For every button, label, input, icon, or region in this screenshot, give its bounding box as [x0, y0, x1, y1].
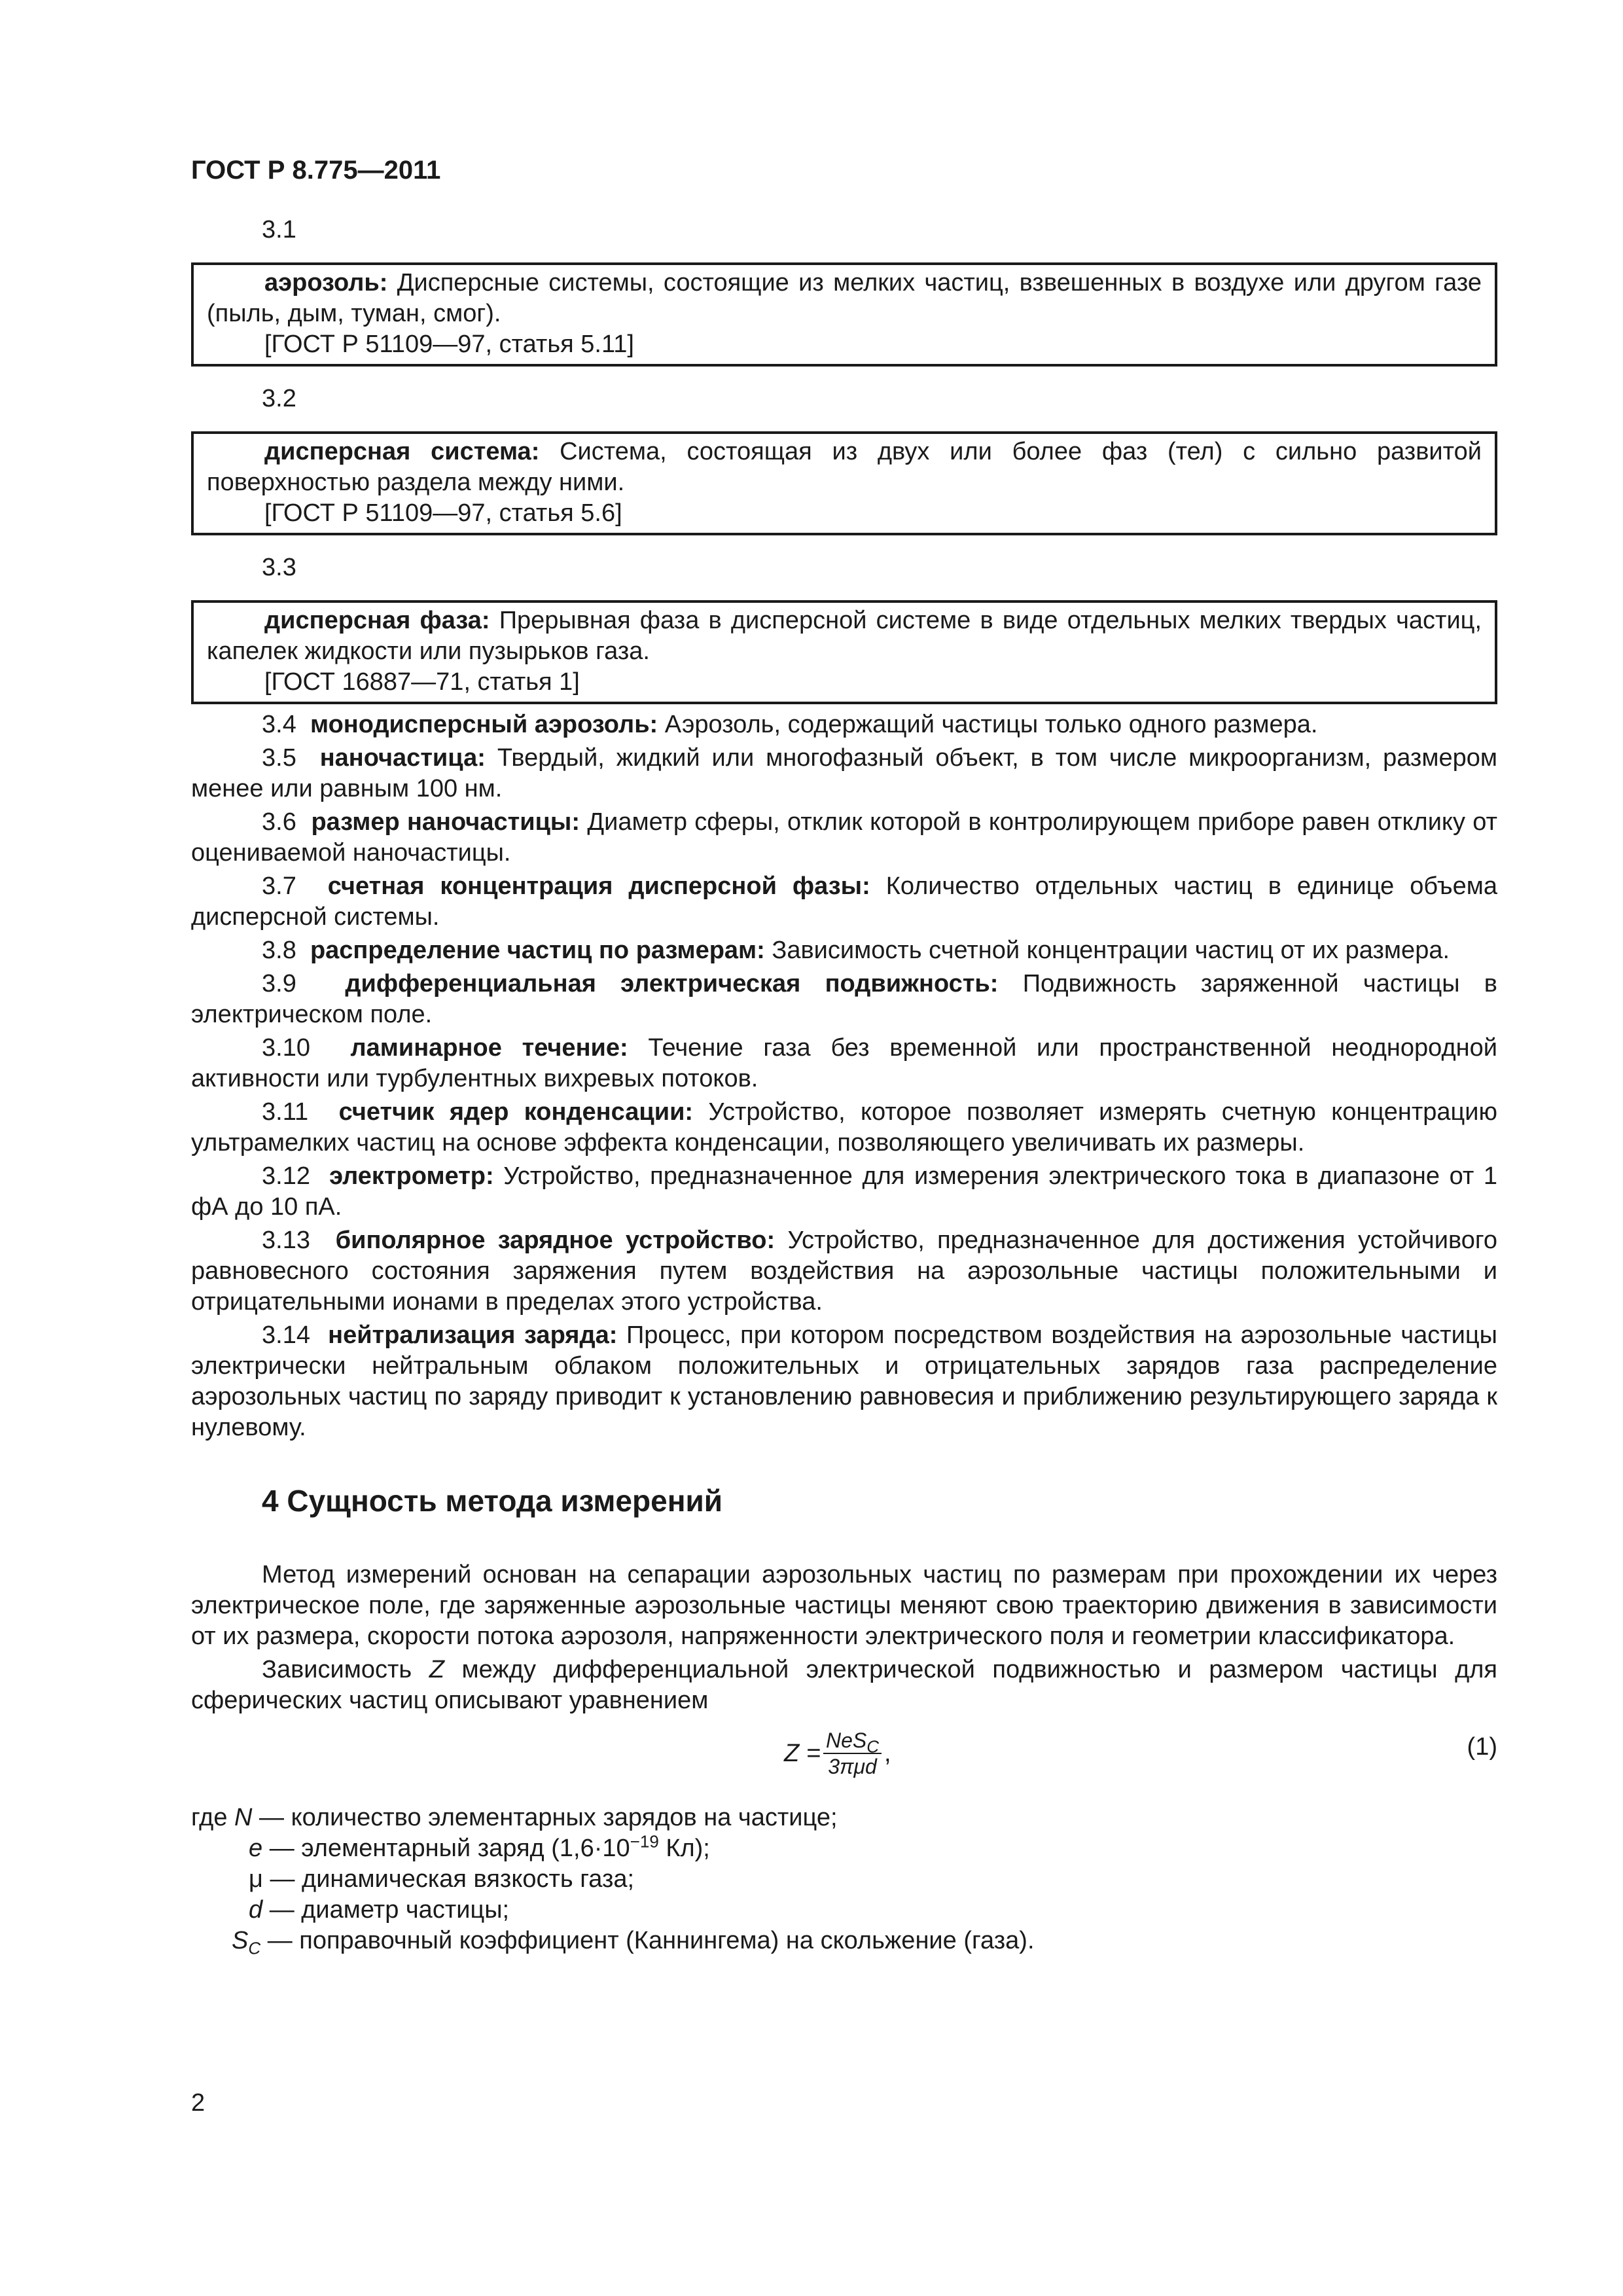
term-entry	[191, 1161, 1497, 1223]
variable-entry	[191, 1895, 1497, 1926]
term-definition: Устройство, предназначенное для достижения устойчивого равновесного состояния заряжения путем воздействия на аэрозольные частицы положительными и отрицательными ионами в пределах этого устройства.	[191, 1227, 1497, 1316]
paragraph-text: между дифференциальной электрической подвижностью и размером частицы для сферических частиц описывают уравнением	[191, 1656, 1497, 1714]
term-number: 3.12	[262, 1162, 310, 1190]
term-definition: Дисперсные системы, состоящие из мелких частиц, взвешенных в воздухе или другом газе (пыль, дым, туман, смог).	[207, 269, 1482, 327]
term-name: нейтрализация заряда:	[328, 1321, 618, 1349]
document-header: ГОСТ Р 8.775—2011	[191, 156, 441, 185]
numerator-text: NeS	[825, 1729, 867, 1752]
term-name: монодисперсный аэрозоль:	[310, 711, 658, 738]
term-entry	[191, 807, 1497, 869]
term-number: 3.5	[262, 744, 296, 772]
exponent: −19	[630, 1831, 659, 1852]
page-number: 2	[191, 2089, 205, 2117]
variable-symbol: S	[232, 1927, 249, 1954]
term-name: аэрозоль:	[264, 269, 388, 296]
term-definition: Количество отдельных частиц в единице объема дисперсной системы.	[191, 872, 1497, 931]
variable-description: — количество элементарных зарядов на частице;	[252, 1804, 838, 1831]
term-number: 3.2	[262, 385, 296, 412]
formula	[784, 1728, 891, 1779]
variable-list	[191, 1803, 1497, 1956]
variable-z: Z	[429, 1656, 444, 1683]
paragraph-text: Зависимость	[262, 1656, 429, 1683]
formula-numerator	[823, 1728, 882, 1757]
term-number: 3.9	[262, 970, 296, 997]
term-entry	[191, 743, 1497, 804]
term-definition: Зависимость счетной концентрации частиц от их размера.	[764, 937, 1450, 964]
boxed-term-definition	[191, 600, 1497, 704]
term-name: счетчик ядер конденсации:	[338, 1098, 694, 1126]
term-number: 3.10	[262, 1034, 310, 1062]
variable-description: — элементарный заряд (1,6·10	[262, 1835, 630, 1862]
variable-symbol: e	[249, 1835, 263, 1862]
variable-entry	[191, 1864, 1497, 1895]
term-number: 3.4	[262, 711, 296, 738]
document-page	[191, 154, 1497, 1956]
term-entry	[191, 969, 1497, 1030]
term-definition: Устройство, предназначенное для измерения электрического тока в диапазоне от 1 фА до 10 пА.	[191, 1162, 1497, 1221]
boxed-term-definition	[191, 431, 1497, 535]
terms-list	[191, 709, 1497, 1443]
term-number: 3.13	[262, 1227, 310, 1254]
term-name: дисперсная фаза:	[264, 607, 490, 634]
term-definition: Устройство, которое позволяет измерять счетную концентрацию ультрамелких частиц на основе эффекта конденсации, позволяющего увеличивать их размеры.	[191, 1098, 1497, 1157]
variable-symbol: N	[234, 1804, 253, 1831]
term-entry	[191, 1320, 1497, 1443]
term-name: размер наночастицы:	[311, 808, 580, 836]
term-reference: [ГОСТ 16887—71, статья 1]	[264, 668, 580, 696]
term-number: 3.1	[262, 216, 296, 243]
boxed-term-definition	[191, 262, 1497, 367]
term-entry	[191, 871, 1497, 933]
term-entry	[191, 1033, 1497, 1094]
term-definition: Твердый, жидкий или многофазный объект, в том числе микроорганизм, размером менее или равным 100 нм.	[191, 744, 1497, 802]
variable-subscript: C	[248, 1938, 261, 1958]
term-number: 3.7	[262, 872, 296, 900]
term-name: электрометр:	[329, 1162, 494, 1190]
where-prefix: где	[191, 1804, 235, 1831]
term-number: 3.8	[262, 937, 296, 964]
variable-symbol: μ	[249, 1865, 263, 1893]
term-name: распределение частиц по размерам:	[310, 937, 765, 964]
numerator-subscript: C	[866, 1736, 879, 1757]
variable-symbol: d	[249, 1896, 263, 1924]
term-number: 3.6	[262, 808, 296, 836]
variable-description: — динамическая вязкость газа;	[262, 1865, 635, 1893]
section-paragraph	[191, 1655, 1497, 1716]
section-heading: 4 Сущность метода измерений	[262, 1484, 723, 1518]
term-name: дифференциальная электрическая подвижность:	[345, 970, 999, 997]
term-name: ламинарное течение:	[350, 1034, 628, 1062]
term-reference: [ГОСТ Р 51109—97, статья 5.6]	[264, 499, 622, 527]
formula-row	[191, 1723, 1497, 1785]
term-entry	[191, 935, 1497, 966]
term-entry	[191, 709, 1497, 740]
formula-lhs: Z =	[784, 1739, 821, 1767]
variable-description: — диаметр частицы;	[262, 1896, 510, 1924]
formula-fraction	[823, 1728, 882, 1779]
term-definition: Диаметр сферы, отклик которой в контролирующем приборе равен отклику от оцениваемой наночастицы.	[191, 808, 1497, 867]
variable-entry	[191, 1833, 1497, 1864]
term-name: биполярное зарядное устройство:	[335, 1227, 776, 1254]
term-definition: Система, состоящая из двух или более фаз (тел) с сильно развитой поверхностью раздела между ними.	[207, 438, 1482, 496]
variable-entry	[191, 1926, 1497, 1956]
term-number: 3.14	[262, 1321, 310, 1349]
term-definition: Прерывная фаза в дисперсной системе в виде отдельных мелких твердых частиц, капелек жидкости или пузырьков газа.	[207, 607, 1482, 665]
term-definition: Подвижность заряженной частицы в электрическом поле.	[191, 970, 1497, 1028]
variable-description: Кл);	[658, 1835, 710, 1862]
term-definition: Течение газа без временной или пространственной неоднородной активности или турбулентных вихревых потоков.	[191, 1034, 1497, 1092]
variable-entry	[191, 1803, 1497, 1833]
term-entry	[191, 1225, 1497, 1318]
variable-description: — поправочный коэффициент (Каннингема) на скольжение (газа).	[260, 1927, 1035, 1954]
term-name: счетная концентрация дисперсной фазы:	[327, 872, 870, 900]
formula-tail: ,	[884, 1739, 891, 1767]
term-name: наночастица:	[319, 744, 486, 772]
section-paragraph: Метод измерений основан на сепарации аэрозольных частиц по размерам при прохождении их через электрическое поле, где заряженные аэрозольные частицы меняют свою траекторию движения в зависимости от их размера, скорости потока аэрозоля, напряженности электрического поля и геометрии классификатора.	[191, 1561, 1497, 1650]
term-definition: Аэрозоль, содержащий частицы только одного размера.	[658, 711, 1318, 738]
term-number: 3.11	[262, 1098, 309, 1126]
term-entry	[191, 1097, 1497, 1158]
equation-number: (1)	[1467, 1733, 1497, 1761]
term-reference: [ГОСТ Р 51109—97, статья 5.11]	[264, 331, 634, 358]
term-definition: Процесс, при котором посредством воздействия на аэрозольные частицы электрически нейтральным облаком положительных и отрицательных зарядов газа распределение аэрозольных частиц по заряду приводит к установлению равновесия и приближению результирующего заряда к нулевому.	[191, 1321, 1497, 1441]
term-name: дисперсная система:	[264, 438, 540, 465]
formula-denominator: 3πμd	[828, 1755, 877, 1778]
term-number: 3.3	[262, 554, 296, 581]
